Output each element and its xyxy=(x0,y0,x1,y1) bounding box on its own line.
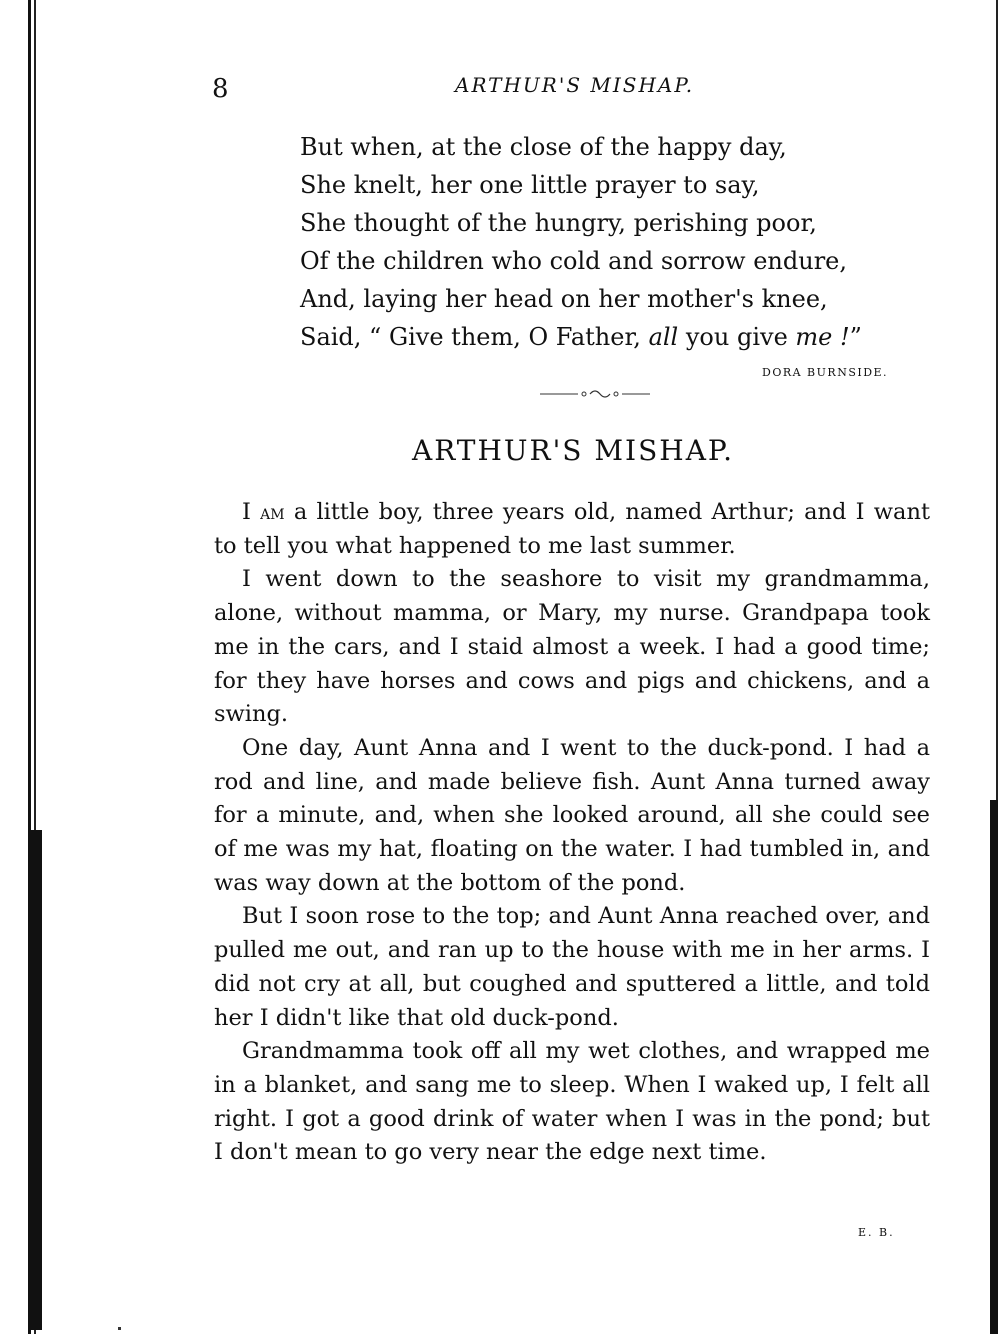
poem-line: She knelt, her one little prayer to say, xyxy=(300,171,760,199)
paragraph: Grandmamma took off all my wet clothes, and wrapped me in a blanket, and sang me to sleep. When I waked up, I felt all right. I got a good drink of water when I was in the pond; but I don't mean to go very near the edge next time. xyxy=(214,1038,930,1166)
paragraph: But I soon rose to the top; and Aunt Anna reached over, and pulled me out, and ran up to the house with me in her arms. I did not cry at all, but coughed and sputtered a little, and told her I didn't like that old duck-pond. xyxy=(214,903,930,1031)
ink-speck xyxy=(118,1327,121,1330)
right-page-edge xyxy=(990,0,1000,1334)
story-body xyxy=(214,496,930,1170)
right-edge-shadow xyxy=(990,800,998,1334)
paragraph-text: a little boy, three years old, named Arthur; and I want to tell you what happened to me last summer. xyxy=(214,499,930,559)
running-head: ARTHUR'S MISHAP. xyxy=(455,73,695,97)
poem-text: you give xyxy=(685,323,788,351)
poem-attribution: DORA BURNSIDE. xyxy=(762,366,889,379)
left-page-edge xyxy=(28,0,42,1334)
paragraph-lead: I xyxy=(242,499,251,525)
poem-text: Said, “ Give them, O Father, xyxy=(300,323,641,351)
paragraph: One day, Aunt Anna and I went to the duck-pond. I had a rod and line, and made believe fish. Aunt Anna turned away for a minute, and, when she looked around, all she could see of me was my hat, floating on the water. I had tumbled in, and was way down at the bottom of the pond. xyxy=(214,734,930,896)
poem-line: But when, at the close of the happy day, xyxy=(300,133,787,161)
poem-close-quote: ” xyxy=(849,323,862,351)
poem-line: Of the children who cold and sorrow endure, xyxy=(300,247,848,275)
poem-italic-me: me ! xyxy=(795,323,850,351)
poem-last-line xyxy=(300,318,920,356)
ornament-divider xyxy=(540,386,650,402)
story-signoff: E. B. xyxy=(858,1226,895,1239)
poem xyxy=(300,128,920,356)
story-title: ARTHUR'S MISHAP. xyxy=(412,434,734,467)
paragraph xyxy=(214,496,930,563)
poem-line: She thought of the hungry, perishing poor, xyxy=(300,209,817,237)
left-edge-shadow xyxy=(28,830,42,1330)
poem-line: And, laying her head on her mother's knee, xyxy=(300,285,828,313)
paragraph-smallcaps: am xyxy=(260,500,285,524)
poem-italic-all: all xyxy=(648,323,679,351)
paragraph: I went down to the seashore to visit my grandmamma, alone, without mamma, or Mary, my nurse. Grandpapa took me in the cars, and I staid almost a week. I had a good time; for they have horses and cows and pigs and chickens, and a swing. xyxy=(214,566,930,728)
page-number: 8 xyxy=(212,74,229,104)
